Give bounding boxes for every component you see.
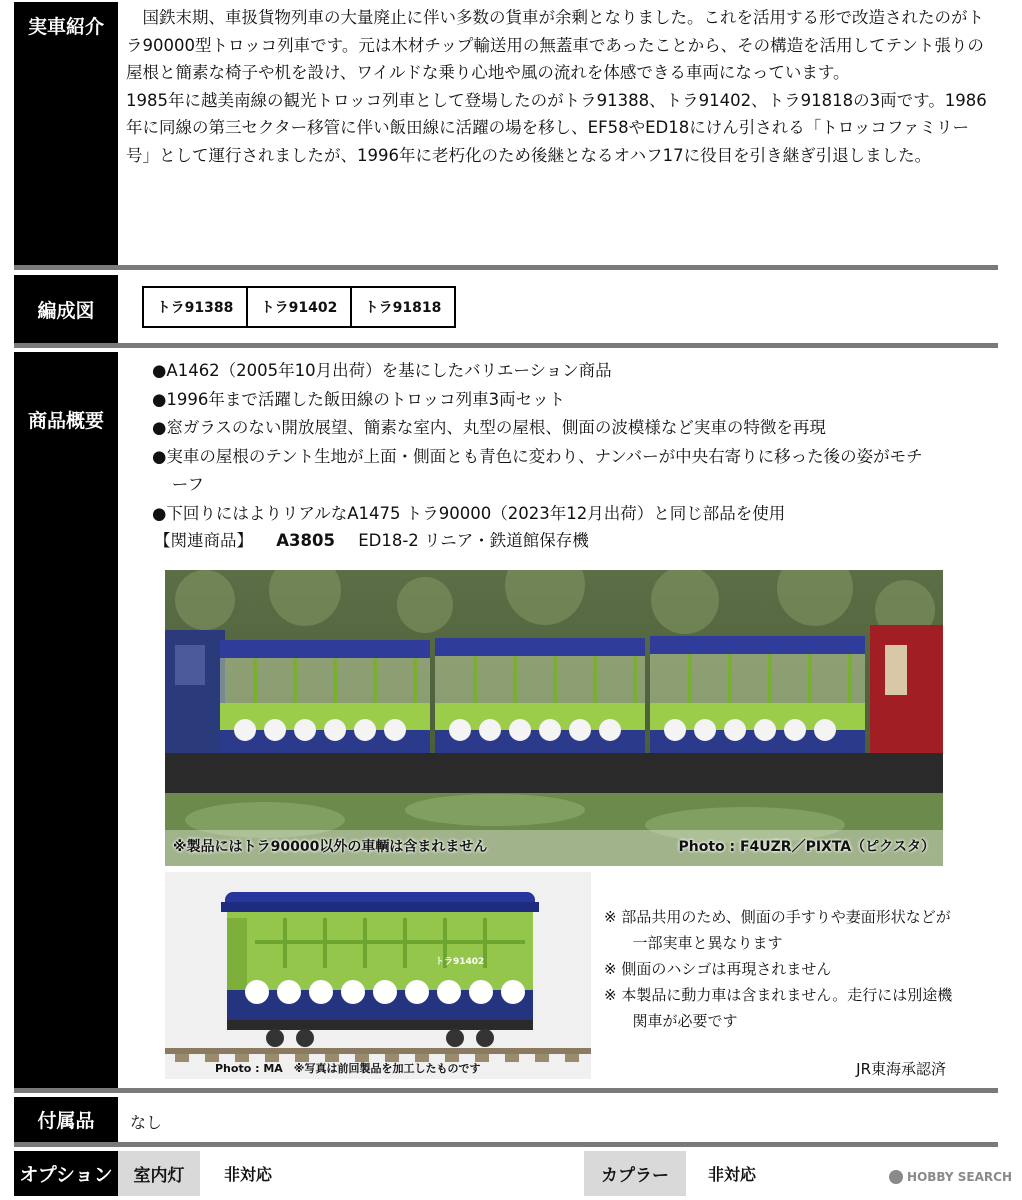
car-number-label: トラ91402 [435, 957, 485, 967]
formation-car: トラ91388 [144, 288, 248, 326]
notes [604, 904, 954, 1034]
note-item: ※ 側面のハシゴは再現されません [604, 956, 954, 982]
summary-content [152, 357, 932, 528]
formation-car: トラ91402 [248, 288, 352, 326]
prototype-train-illustration [165, 570, 943, 866]
intro-label: 実車紹介 [14, 2, 118, 265]
intro-paragraph-1: 国鉄末期、車扱貨物列車の大量廃止に伴い多数の貨車が余剰となりました。これを活用する形で改造されたのがトラ90000型トロッコ列車です。元は木材チップ輸送用の無蓋車であったことから、その構造を活用してテント張りの屋根と簡素な椅子や机を設け、ワイルドな乗り心地や風の流れを体感できる車両になっています。 [126, 8, 984, 82]
divider [14, 343, 998, 348]
accessories-value: なし [130, 1113, 163, 1132]
options-label: オプション [14, 1151, 118, 1196]
model-caption: Photo : MA ※写真は前回製品を加工したものです [215, 1062, 481, 1075]
divider [14, 1142, 998, 1147]
intro-paragraph-2: 1985年に越美南線の観光トロッコ列車として登場したのがトラ91388、トラ91402、トラ91818の3両です。1986年に同線の第三セクター移管に伴い飯田線に活躍の場を移し、EF58やED18にけん引される「トロッコファミリー号」として運行されましたが、1996年に老朽化のため後継となるオハフ17に役目を引き継ぎ引退しました。 [126, 90, 987, 165]
feature-item: ● 1996年まで活躍した飯田線のトロッコ列車3両セット [152, 386, 932, 415]
formation-label: 編成図 [14, 275, 118, 343]
coupler-label: カプラー [584, 1151, 686, 1196]
summary-label: 商品概要 [14, 352, 118, 1088]
feature-item: ● 窓ガラスのない開放展望、簡素な室内、丸型の屋根、側面の波模様など実車の特徴を再現 [152, 414, 932, 443]
feature-item: ● 実車の屋根のテント生地が上面・側面とも青色に変わり、ナンバーが中央右寄りに移った後の姿がモチーフ [152, 443, 932, 500]
divider [14, 265, 998, 270]
accessories-label: 付属品 [14, 1097, 118, 1142]
related-code: A3805 [276, 531, 335, 550]
watermark: HOBBY SEARCH [889, 1170, 1012, 1184]
feature-item: ● 下回りにはよりリアルなA1475 トラ90000（2023年12月出荷）と同じ部品を使用 [152, 500, 932, 529]
note-item: ※ 部品共用のため、側面の手すりや妻面形状などが一部実車と異なります [604, 904, 954, 956]
photo-caption-right: Photo : F4UZR／PIXTA（ピクスタ） [678, 839, 935, 855]
notes-list [604, 904, 954, 1034]
model-car-illustration [165, 872, 591, 1079]
feature-item: ● A1462（2005年10月出荷）を基にしたバリエーション商品 [152, 357, 932, 386]
related-name: ED18-2 リニア・鉄道館保存機 [358, 531, 589, 550]
interior-light-value: 非対応 [224, 1165, 273, 1184]
approval-text: JR東海承認済 [856, 1060, 946, 1078]
watermark-logo-icon [889, 1170, 903, 1184]
intro-text [126, 4, 992, 169]
note-item: ※ 本製品に動力車は含まれません。走行には別途機関車が必要です [604, 982, 954, 1034]
prototype-photo [165, 570, 943, 866]
related-products: 【関連商品】 A3805 ED18-2 リニア・鉄道館保存機 [154, 531, 589, 550]
formation-diagram [142, 286, 456, 328]
coupler-value: 非対応 [708, 1165, 757, 1184]
model-photo [165, 872, 591, 1079]
formation-car: トラ91818 [364, 300, 442, 316]
photo-caption-left: ※製品にはトラ90000以外の車輌は含まれません [173, 839, 488, 855]
feature-list [152, 357, 932, 528]
interior-light-label: 室内灯 [118, 1151, 200, 1196]
divider [14, 1088, 998, 1093]
